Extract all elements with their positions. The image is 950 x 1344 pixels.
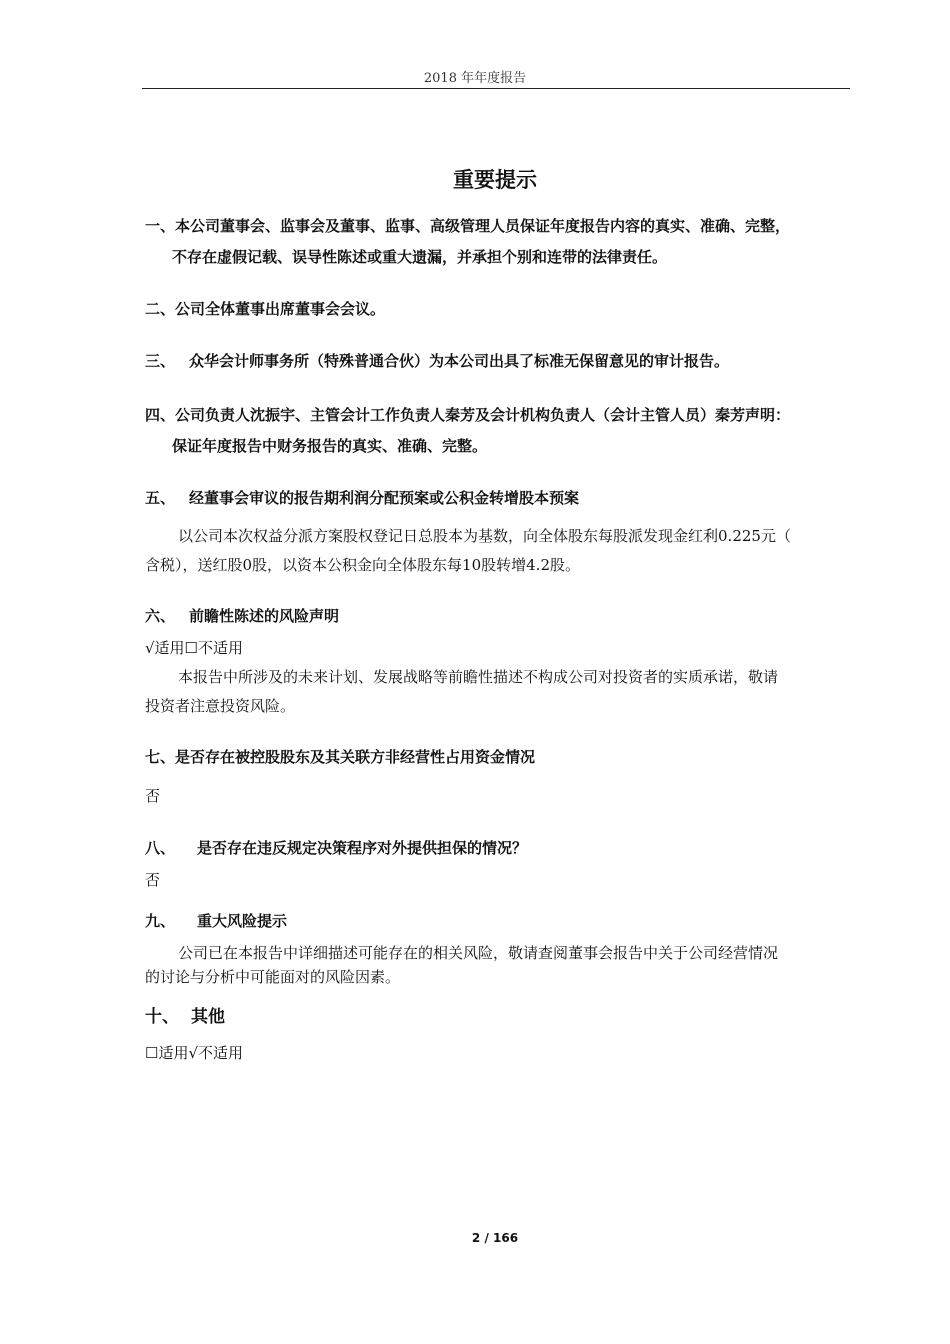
section-1-number: 一、 (145, 217, 176, 235)
section-8-title: 是否存在违反规定决策程序对外提供担保的情况？ (197, 839, 528, 857)
section-3-text: 众华会计师事务所（特殊普通合伙）为本公司出具了标准无保留意见的审计报告。 (189, 352, 730, 370)
section-8-heading (145, 838, 527, 858)
section-1-line-2: 不存在虚假记载、误导性陈述或重大遗漏，并承担个别和连带的法律责任。 (172, 248, 668, 266)
section-7-title: 是否存在被控股股东及其关联方非经营性占用资金情况 (175, 748, 536, 766)
section-7-answer: 否 (145, 787, 161, 805)
section-3 (145, 351, 729, 371)
section-5-number: 五、 (145, 489, 176, 507)
section-4-line-1 (145, 405, 790, 425)
section-6-heading (145, 606, 339, 626)
section-5-body-2: 含税），送红股0股，以资本公积金向全体股东每10股转增4.2股。 (145, 556, 580, 574)
section-2 (145, 299, 385, 319)
section-1-line-1 (145, 216, 790, 236)
section-9-body-2: 的讨论与分析中可能面对的风险因素。 (145, 968, 401, 986)
section-1-text: 本公司董事会、监事会及董事、监事、高级管理人员保证年度报告内容的真实、准确、完整， (175, 217, 791, 235)
section-10-applicability: ☐适用√不适用 (145, 1044, 244, 1062)
section-6-applicability: √适用☐不适用 (145, 639, 244, 657)
section-6-number: 六、 (145, 607, 176, 625)
report-header: 2018 年年度报告 (423, 71, 527, 86)
section-9-heading (145, 911, 287, 931)
section-6-body-1: 本报告中所涉及的未来计划、发展战略等前瞻性描述不构成公司对投资者的实质承诺，敬请 (178, 668, 779, 686)
section-7-number: 七、 (145, 748, 176, 766)
header-divider (142, 88, 850, 89)
section-9-title: 重大风险提示 (197, 912, 288, 930)
section-2-number: 二、 (145, 300, 176, 318)
section-6-body-2: 投资者注意投资风险。 (145, 697, 296, 715)
section-8-number: 八、 (145, 839, 176, 857)
section-10-heading (145, 1007, 225, 1027)
section-9-body-1: 公司已在本报告中详细描述可能存在的相关风险，敬请查阅董事会报告中关于公司经营情况 (178, 944, 779, 962)
section-7-heading (145, 747, 535, 767)
page-number: 2 / 166 (471, 1231, 519, 1245)
section-6-title: 前瞻性陈述的风险声明 (189, 607, 340, 625)
section-4-text: 公司负责人沈振宇、主管会计工作负责人秦芳及会计机构负责人（会计主管人员）秦芳声明： (175, 406, 791, 424)
section-5-heading (145, 488, 579, 508)
page-title: 重要提示 (453, 168, 537, 192)
section-2-text: 公司全体董事出席董事会会议。 (175, 300, 386, 318)
section-8-answer: 否 (145, 871, 161, 889)
section-3-number: 三、 (145, 352, 176, 370)
section-4-number: 四、 (145, 406, 176, 424)
section-5-title: 经董事会审议的报告期利润分配预案或公积金转增股本预案 (189, 489, 580, 507)
section-10-number: 十、 (145, 1007, 179, 1027)
section-4-line-2: 保证年度报告中财务报告的真实、准确、完整。 (172, 437, 488, 455)
section-9-number: 九、 (145, 912, 176, 930)
section-10-title: 其他 (191, 1007, 225, 1027)
section-5-body-1: 以公司本次权益分派方案股权登记日总股本为基数，向全体股东每股派发现金红利0.225元（ (178, 527, 791, 545)
